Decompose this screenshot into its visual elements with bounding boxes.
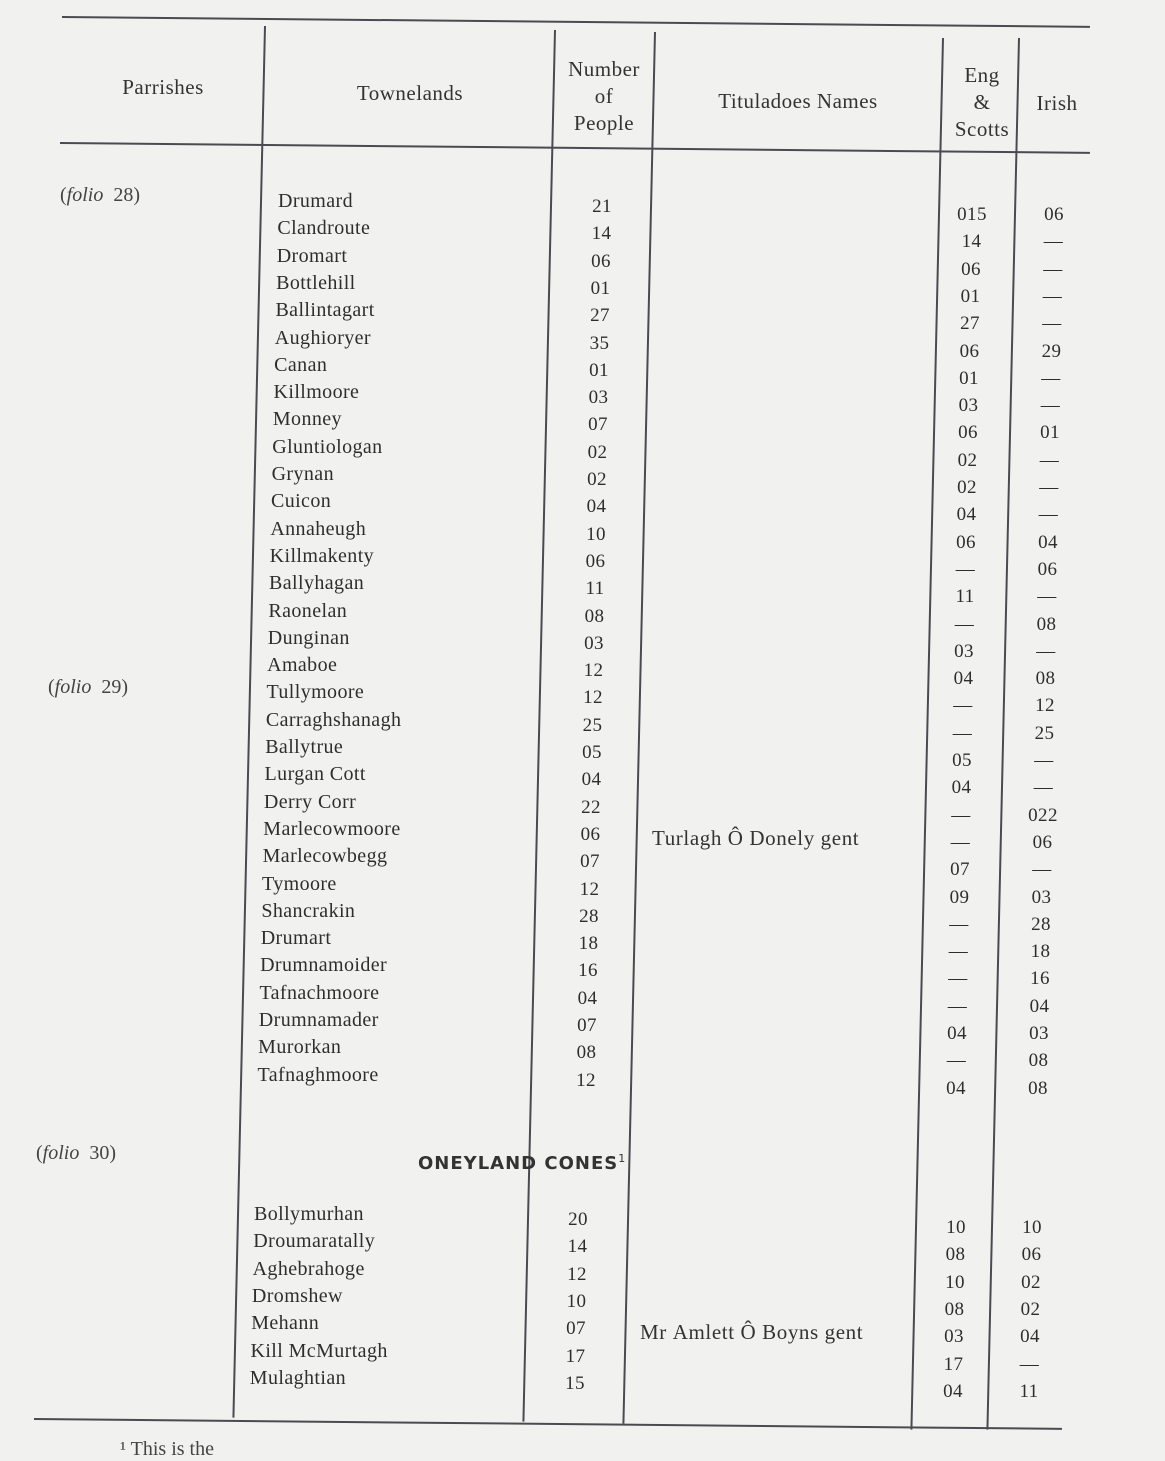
eng-scotts-count: — [948, 941, 969, 963]
towneland-name: Dromshew [251, 1284, 343, 1307]
header-number [556, 56, 652, 137]
footnote-mark: 1 [618, 1152, 627, 1165]
eng-scotts-count: 01 [959, 367, 979, 389]
people-count: 03 [588, 387, 609, 409]
irish-count: 06 [1044, 204, 1064, 225]
eng-scotts-count: 04 [943, 1380, 963, 1402]
towneland-name: Monney [272, 408, 342, 431]
towneland-name: Aghebrahoge [252, 1257, 365, 1280]
eng-scotts-count: 14 [961, 231, 982, 253]
people-count: 08 [584, 605, 605, 627]
people-count: 14 [591, 223, 612, 245]
eng-scotts-count: 03 [944, 1326, 964, 1348]
people-count: 06 [580, 823, 601, 845]
irish-count: — [1042, 285, 1063, 307]
eng-scotts-count: 08 [944, 1298, 965, 1320]
towneland-name: Derry Corr [263, 790, 357, 813]
people-count: 21 [592, 196, 612, 217]
eng-scotts-count: — [953, 695, 973, 717]
people-count: 15 [565, 1372, 585, 1394]
header-irish: Irish [1036, 91, 1078, 115]
section-2-title [418, 1152, 626, 1174]
folio-note-30: (folio 30) [36, 1142, 117, 1164]
eng-scotts-count: 04 [946, 1077, 966, 1099]
people-count: 12 [576, 1069, 596, 1091]
people-count: 22 [581, 796, 601, 818]
people-count: 07 [566, 1318, 586, 1340]
tituladoe-prefix: Mr [640, 1320, 667, 1344]
folio-word: folio [54, 676, 92, 698]
towneland-name: Killmakenty [269, 544, 375, 567]
towneland-name: Murorkan [258, 1036, 342, 1059]
people-count: 05 [582, 742, 602, 763]
header-townelands: Townelands [356, 81, 464, 105]
people-count: 35 [589, 332, 610, 354]
eng-scotts-count: 04 [953, 668, 974, 690]
people-count: 12 [579, 878, 600, 900]
people-count: 18 [578, 933, 599, 955]
irish-count: 03 [1031, 886, 1052, 908]
towneland-name: Aughioryer [274, 326, 371, 349]
people-count: 07 [580, 851, 600, 873]
eng-scotts-count: 03 [954, 640, 974, 662]
folio-note-29: (folio 29) [48, 676, 129, 698]
irish-count: — [1040, 395, 1061, 417]
irish-count: 06 [1021, 1244, 1042, 1266]
people-count: 07 [577, 1015, 597, 1036]
eng-scotts-count: — [951, 804, 971, 826]
towneland-name: Killmoore [273, 381, 360, 404]
towneland-name: Kill McMurtagh [250, 1339, 388, 1362]
people-count: 08 [576, 1042, 597, 1064]
eng-scotts-count: 05 [952, 750, 972, 771]
eng-scotts-count: 06 [956, 531, 976, 553]
towneland-name: Marlecowmoore [263, 817, 401, 840]
eng-scotts-count: — [947, 995, 968, 1017]
eng-scotts-count: 02 [957, 449, 978, 471]
eng-scotts-count: — [949, 913, 969, 935]
eng-scotts-count: 11 [955, 586, 975, 608]
eng-scotts-count: 04 [951, 777, 972, 799]
towneland-name: Tafnachmoore [259, 981, 380, 1004]
tituladoe-name: Amlett Ô Boyns gent [672, 1320, 864, 1344]
towneland-name: Ballyhagan [269, 572, 365, 595]
irish-count: — [1032, 859, 1052, 881]
folio-number: 28 [113, 184, 134, 206]
towneland-name: Shancrakin [261, 899, 356, 922]
people-count: 06 [591, 250, 611, 272]
people-count: 06 [585, 550, 606, 572]
top-rule [62, 16, 1090, 27]
header-eng-scotts [944, 62, 1020, 143]
towneland-name: Droumaratally [253, 1230, 376, 1253]
towneland-name: Annaheugh [270, 517, 367, 540]
folio-word: folio [42, 1142, 80, 1164]
irish-count: — [1034, 750, 1054, 771]
tituladoe-name-2 [640, 1320, 863, 1345]
people-count: 01 [589, 359, 609, 381]
folio-number: 29 [101, 676, 122, 698]
towneland-name: Tullymoore [266, 681, 365, 704]
towneland-name: Cuicon [270, 490, 332, 513]
bottom-rule [34, 1418, 1062, 1429]
people-count: 17 [565, 1345, 586, 1367]
people-count: 16 [578, 960, 598, 982]
eng-scotts-count: 27 [960, 313, 980, 335]
towneland-name: Drumard [278, 190, 353, 212]
irish-count: — [1019, 1353, 1040, 1375]
people-count: 14 [567, 1236, 588, 1258]
irish-count: 08 [1028, 1050, 1049, 1072]
towneland-name: Tymoore [262, 872, 337, 895]
people-count: 02 [587, 469, 607, 490]
people-count: 01 [590, 277, 611, 299]
towneland-name: Grynan [271, 463, 334, 485]
irish-count: — [1036, 640, 1056, 662]
irish-count: 03 [1029, 1023, 1049, 1044]
towneland-name: Bottlehill [276, 271, 356, 294]
irish-count: 29 [1041, 340, 1062, 362]
header-number-line1: Number [568, 57, 640, 81]
people-count: 25 [582, 714, 603, 736]
irish-count: — [1037, 586, 1057, 608]
eng-scotts-count: 10 [946, 1217, 966, 1238]
towneland-name: Drumart [260, 927, 332, 950]
towneland-name: Amaboe [267, 654, 338, 677]
irish-count: 04 [1038, 531, 1058, 553]
people-count: 10 [566, 1290, 587, 1312]
irish-count: — [1039, 449, 1060, 471]
eng-scotts-count: 04 [956, 504, 977, 526]
header-tituladoes: Tituladoes Names [718, 89, 878, 113]
eng-scotts-count: 06 [961, 258, 981, 280]
irish-count: 04 [1020, 1326, 1040, 1348]
irish-count: — [1039, 477, 1059, 498]
towneland-name: Lurgan Cott [264, 763, 366, 786]
people-count: 10 [586, 523, 606, 545]
irish-count: 08 [1028, 1077, 1048, 1099]
irish-count: 28 [1031, 913, 1051, 935]
eng-scotts-count: 06 [958, 422, 978, 444]
irish-count: 10 [1022, 1217, 1042, 1238]
people-count: 04 [581, 769, 602, 791]
people-count: 20 [568, 1209, 588, 1230]
towneland-name: Canan [274, 353, 328, 376]
eng-scotts-count: — [950, 831, 971, 853]
footnote-fragment: ¹ This is the [120, 1438, 214, 1460]
irish-count: 25 [1034, 722, 1055, 744]
towneland-name: Bollymurhan [254, 1203, 364, 1225]
people-count: 04 [586, 496, 607, 518]
eng-scotts-count: 03 [958, 395, 979, 417]
header-parishes: Parrishes [122, 75, 204, 99]
irish-count: 01 [1040, 422, 1060, 444]
people-count: 11 [585, 578, 605, 600]
folio-word: folio [66, 184, 104, 206]
section-2-title-text: ONEYLAND CONES [418, 1153, 619, 1174]
people-count: 12 [567, 1263, 587, 1285]
towneland-name: Mulaghtian [249, 1366, 347, 1389]
irish-count: — [1043, 231, 1064, 253]
folio-number: 30 [89, 1142, 110, 1164]
people-count: 27 [590, 305, 610, 327]
irish-count: — [1033, 777, 1054, 799]
eng-scotts-count: 09 [949, 886, 970, 908]
irish-count: 11 [1019, 1380, 1039, 1402]
people-count: 02 [587, 441, 608, 463]
towneland-name: Dunginan [267, 626, 350, 649]
towneland-name: Clandroute [277, 217, 371, 240]
header-number-line2: of [594, 84, 614, 108]
people-count: 12 [583, 660, 604, 682]
people-count: 12 [583, 687, 603, 709]
irish-count: 02 [1020, 1298, 1041, 1320]
eng-scotts-count: — [948, 968, 968, 990]
towneland-name: Mehann [251, 1312, 320, 1335]
eng-scotts-count: — [954, 613, 975, 635]
irish-count: 18 [1030, 941, 1051, 963]
irish-count: 06 [1037, 558, 1058, 580]
towneland-name: Raonelan [268, 599, 348, 622]
towneland-name: Carraghshanagh [265, 708, 402, 731]
folio-note-28: (folio 28) [60, 184, 141, 206]
irish-count: 12 [1035, 695, 1055, 717]
irish-count: 02 [1021, 1271, 1041, 1293]
towneland-name: Marlecowbegg [262, 845, 388, 868]
people-count: 03 [584, 632, 604, 654]
towneland-name: Drumnamoider [260, 954, 388, 977]
eng-scotts-count: 01 [960, 285, 981, 307]
people-count: 04 [577, 987, 598, 1009]
irish-count: — [1041, 367, 1061, 389]
eng-scotts-count: — [946, 1050, 967, 1072]
eng-scotts-count: 08 [945, 1244, 966, 1266]
towneland-name: Ballintagart [275, 299, 375, 322]
eng-scotts-count: — [955, 558, 976, 580]
towneland-name: Drumnamader [258, 1009, 379, 1031]
header-rule [60, 142, 1090, 153]
irish-count: 08 [1035, 668, 1056, 690]
irish-count: 022 [1028, 804, 1058, 826]
header-eng-line3: Scotts [954, 117, 1010, 141]
header-eng-line2: & [973, 90, 991, 114]
towneland-name: Ballytrue [265, 736, 344, 758]
eng-scotts-count: — [952, 722, 973, 744]
irish-count: — [1042, 313, 1062, 335]
eng-scotts-count: 04 [947, 1023, 967, 1044]
irish-count: — [1038, 504, 1059, 526]
irish-count: 06 [1032, 831, 1053, 853]
irish-count: 08 [1036, 613, 1057, 635]
header-eng-line1: Eng [964, 63, 1000, 87]
eng-scotts-count: 17 [943, 1353, 964, 1375]
eng-scotts-count: 015 [957, 204, 987, 225]
tituladoe-name-1: Turlagh Ô Donely gent [652, 826, 860, 850]
irish-count: — [1043, 258, 1063, 280]
header-number-line3: People [573, 111, 635, 135]
irish-count: 04 [1029, 995, 1050, 1017]
eng-scotts-count: 02 [957, 477, 977, 498]
towneland-name: Gluntiologan [272, 435, 383, 458]
eng-scotts-count: 07 [950, 859, 970, 881]
towneland-name: Tafnaghmoore [257, 1063, 379, 1086]
towneland-name: Dromart [276, 244, 348, 267]
irish-count: 16 [1030, 968, 1050, 990]
people-count: 07 [588, 414, 608, 436]
eng-scotts-count: 10 [945, 1271, 965, 1293]
eng-scotts-count: 06 [959, 340, 980, 362]
people-count: 28 [579, 905, 599, 927]
